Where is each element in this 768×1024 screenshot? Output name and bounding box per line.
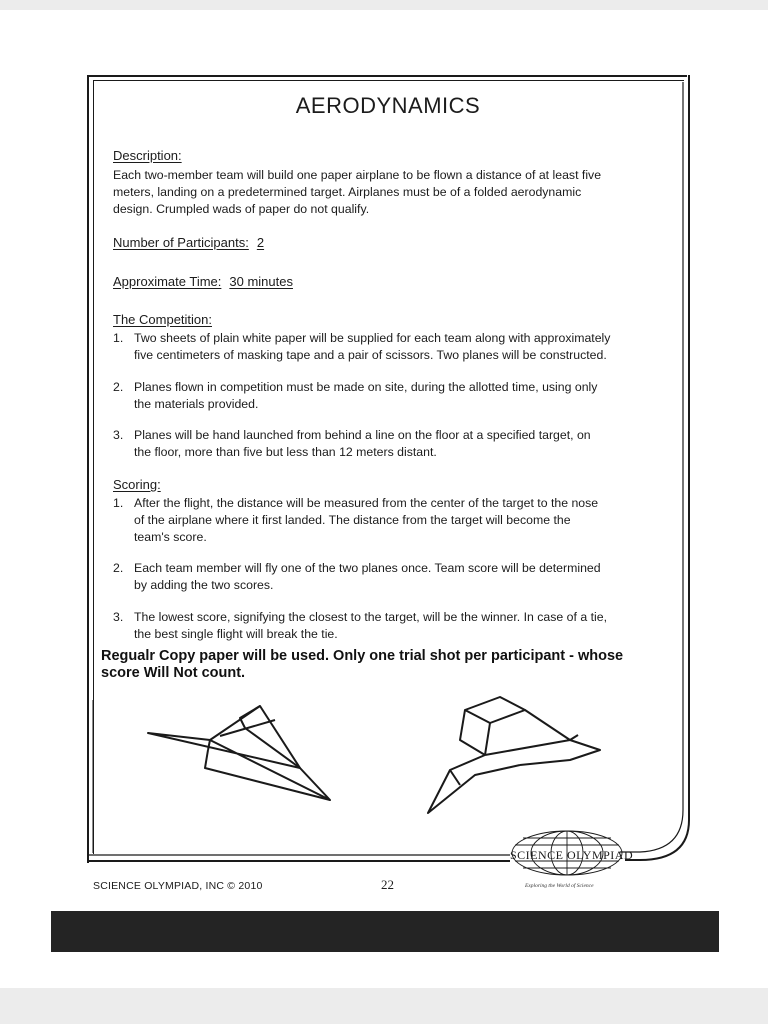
paper-airplane-dart-illustration (140, 700, 340, 810)
page-title: AERODYNAMICS (295, 93, 481, 118)
list-line: Two sheets of plain white paper will be supplied for each team along with approximately (134, 331, 611, 345)
list-line: After the flight, the distance will be measured from the center of the target to the nose (134, 496, 599, 510)
list-line: The lowest score, signifying the closest to the target, will be the winner. In case of a tie, (134, 610, 607, 624)
time-row (113, 274, 293, 289)
list-number: 3. (113, 610, 124, 624)
list-line: Each team member will fly one of the two planes once. Team score will be determined (134, 561, 601, 575)
notice-line: score Will Not count. (101, 665, 246, 681)
list-line: five centimeters of masking tape and a pair of scissors. Two planes will be constructed. (134, 348, 607, 362)
page-number: 22 (381, 877, 394, 892)
list-line: the floor, more than five but less than 12 meters distant. (134, 445, 437, 459)
time-value: 30 minutes (229, 274, 293, 289)
list-line: by adding the two scores. (134, 578, 274, 592)
competition-heading: The Competition: (113, 312, 212, 327)
list-number: 2. (113, 380, 124, 394)
logo-tagline: Exploring the World of Science (525, 883, 594, 889)
list-line: the best single flight will break the tie. (134, 627, 338, 641)
scan-black-bar (51, 911, 719, 952)
list-line: the materials provided. (134, 397, 259, 411)
list-number: 3. (113, 428, 124, 442)
description-text (113, 167, 661, 218)
list-number: 1. (113, 331, 124, 345)
participants-value: 2 (256, 235, 265, 250)
paper-notice (101, 648, 681, 682)
list-line: Planes flown in competition must be made on site, during the allotted time, using only (134, 380, 598, 394)
list-line: team's score. (134, 530, 207, 544)
notice-line: Regualr Copy paper will be used. Only one trial shot per participant - whose (101, 648, 624, 664)
description-line: design. Crumpled wads of paper do not qualify. (113, 202, 370, 216)
list-number: 2. (113, 561, 124, 575)
list-number: 1. (113, 496, 124, 510)
participants-row (113, 235, 264, 250)
participants-heading: Number of Participants: (113, 235, 249, 250)
paper-airplane-glider-illustration (420, 695, 610, 820)
time-heading: Approximate Time: (113, 274, 222, 289)
description-line: Each two-member team will build one paper airplane to be flown a distance of at least five (113, 168, 602, 182)
scoring-heading: Scoring: (113, 477, 161, 492)
list-line: Planes will be hand launched from behind a line on the floor at a specified target, on (134, 428, 591, 442)
description-line: meters, landing on a predetermined target. Airplanes must be of a folded aerodynamic (113, 185, 582, 199)
footer-copyright: SCIENCE OLYMPIAD, INC © 2010 (93, 880, 263, 892)
list-line: of the airplane where it first landed. The distance from the target will become the (134, 513, 571, 527)
description-heading: Description: (113, 148, 182, 163)
logo-wordmark: SCIENCE OLYMPIAD (510, 848, 634, 862)
